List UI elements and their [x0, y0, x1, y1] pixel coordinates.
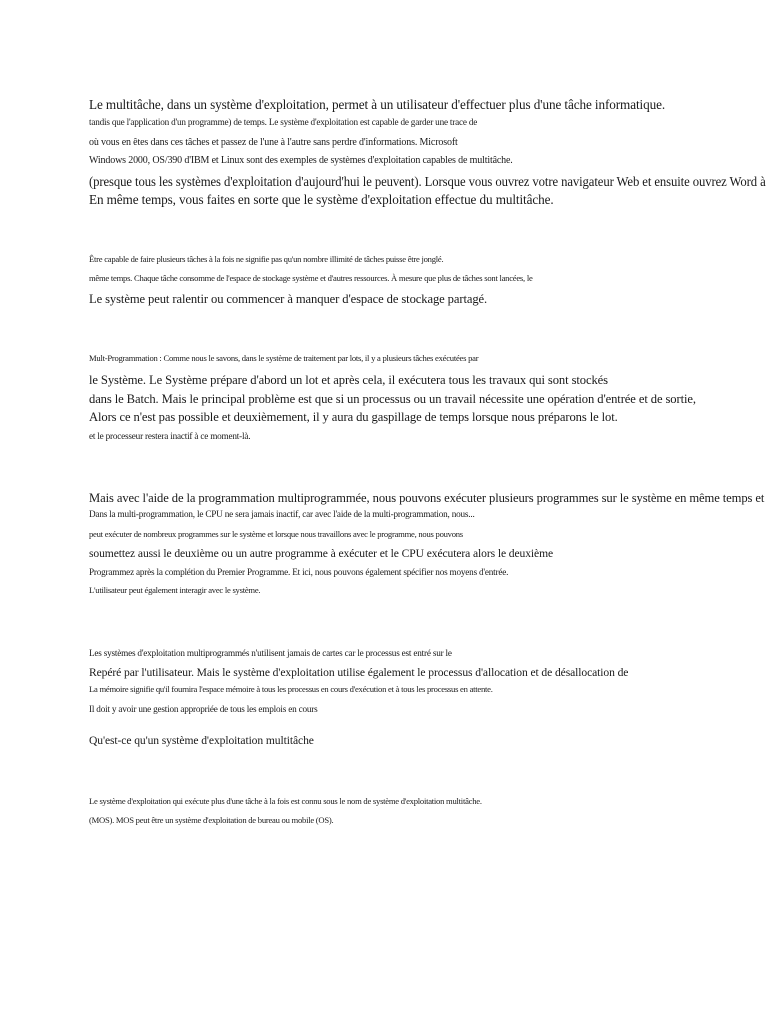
- text-line: Le système d'exploitation qui exécute plus d'une tâche à la fois est connu sous le nom de système d'exploitation multitâche.: [89, 796, 482, 806]
- text-line: L'utilisateur peut également interagir avec le système.: [89, 585, 261, 595]
- text-line: Alors ce n'est pas possible et deuxièmement, il y aura du gaspillage de temps lorsque nous préparons le lot.: [89, 410, 618, 424]
- text-line: Repéré par l'utilisateur. Mais le système d'exploitation utilise également le processus d'allocation et de désallocation de: [89, 666, 629, 679]
- text-line: dans le Batch. Mais le principal problème est que si un processus ou un travail nécessite une opération d'entrée et de sortie,: [89, 392, 696, 406]
- text-line: Windows 2000, OS/390 d'IBM et Linux sont des exemples de systèmes d'exploitation capables de multitâche.: [89, 155, 513, 166]
- text-line: Le multitâche, dans un système d'exploitation, permet à un utilisateur d'effectuer plus d'une tâche informatique.: [89, 97, 666, 112]
- text-line: où vous en êtes dans ces tâches et passez de l'une à l'autre sans perdre d'informations. Microsoft: [89, 137, 458, 148]
- text-line: Dans la multi-programmation, le CPU ne sera jamais inactif, car avec l'aide de la multi-programmation, nous...: [89, 509, 475, 519]
- section-heading: Qu'est-ce qu'un système d'exploitation multitâche: [89, 734, 314, 747]
- text-line: Programmez après la complétion du Premier Programme. Et ici, nous pouvons également spécifier nos moyens d'entrée.: [89, 567, 509, 577]
- text-line: En même temps, vous faites en sorte que le système d'exploitation effectue du multitâche.: [89, 192, 554, 207]
- text-line: peut exécuter de nombreux programmes sur le système et lorsque nous travaillons avec le programme, nous pouvons: [89, 529, 463, 539]
- text-line: et le processeur restera inactif à ce moment-là.: [89, 431, 251, 441]
- text-line: Mult-Programmation : Comme nous le savons, dans le système de traitement par lots, il y a plusieurs tâches exécutées par: [89, 353, 479, 363]
- text-line: La mémoire signifie qu'il fournira l'espace mémoire à tous les processus en cours d'exécution et à tous les processus en attente.: [89, 684, 493, 694]
- text-line: Le système peut ralentir ou commencer à manquer d'espace de stockage partagé.: [89, 292, 488, 306]
- text-line: (presque tous les systèmes d'exploitation d'aujourd'hui le peuvent). Lorsque vous ouvrez votre navigateur Web et ensuite ouvrez Word à: [89, 174, 766, 189]
- text-line: soumettez aussi le deuxième ou un autre programme à exécuter et le CPU exécutera alors le deuxième: [89, 547, 554, 560]
- text-line: Mais avec l'aide de la programmation multiprogrammée, nous pouvons exécuter plusieurs programmes sur le système en même temps et: [89, 491, 765, 505]
- text-line: Il doit y avoir une gestion appropriée de tous les emplois en cours: [89, 704, 318, 714]
- text-line: le Système. Le Système prépare d'abord un lot et après cela, il exécutera tous les travaux qui sont stockés: [89, 373, 608, 387]
- text-line: Les systèmes d'exploitation multiprogrammés n'utilisent jamais de cartes car le processus est entré sur le: [89, 648, 452, 658]
- text-line: Être capable de faire plusieurs tâches à la fois ne signifie pas qu'un nombre illimité de tâches puisse être jonglé.: [89, 254, 444, 264]
- text-line: (MOS). MOS peut être un système d'exploitation de bureau ou mobile (OS).: [89, 815, 334, 825]
- text-line: tandis que l'application d'un programme) de temps. Le système d'exploitation est capable de garder une trace de: [89, 117, 478, 127]
- text-line: même temps. Chaque tâche consomme de l'espace de stockage système et d'autres ressources. À mesure que plus de tâches sont lancées, le: [89, 273, 533, 283]
